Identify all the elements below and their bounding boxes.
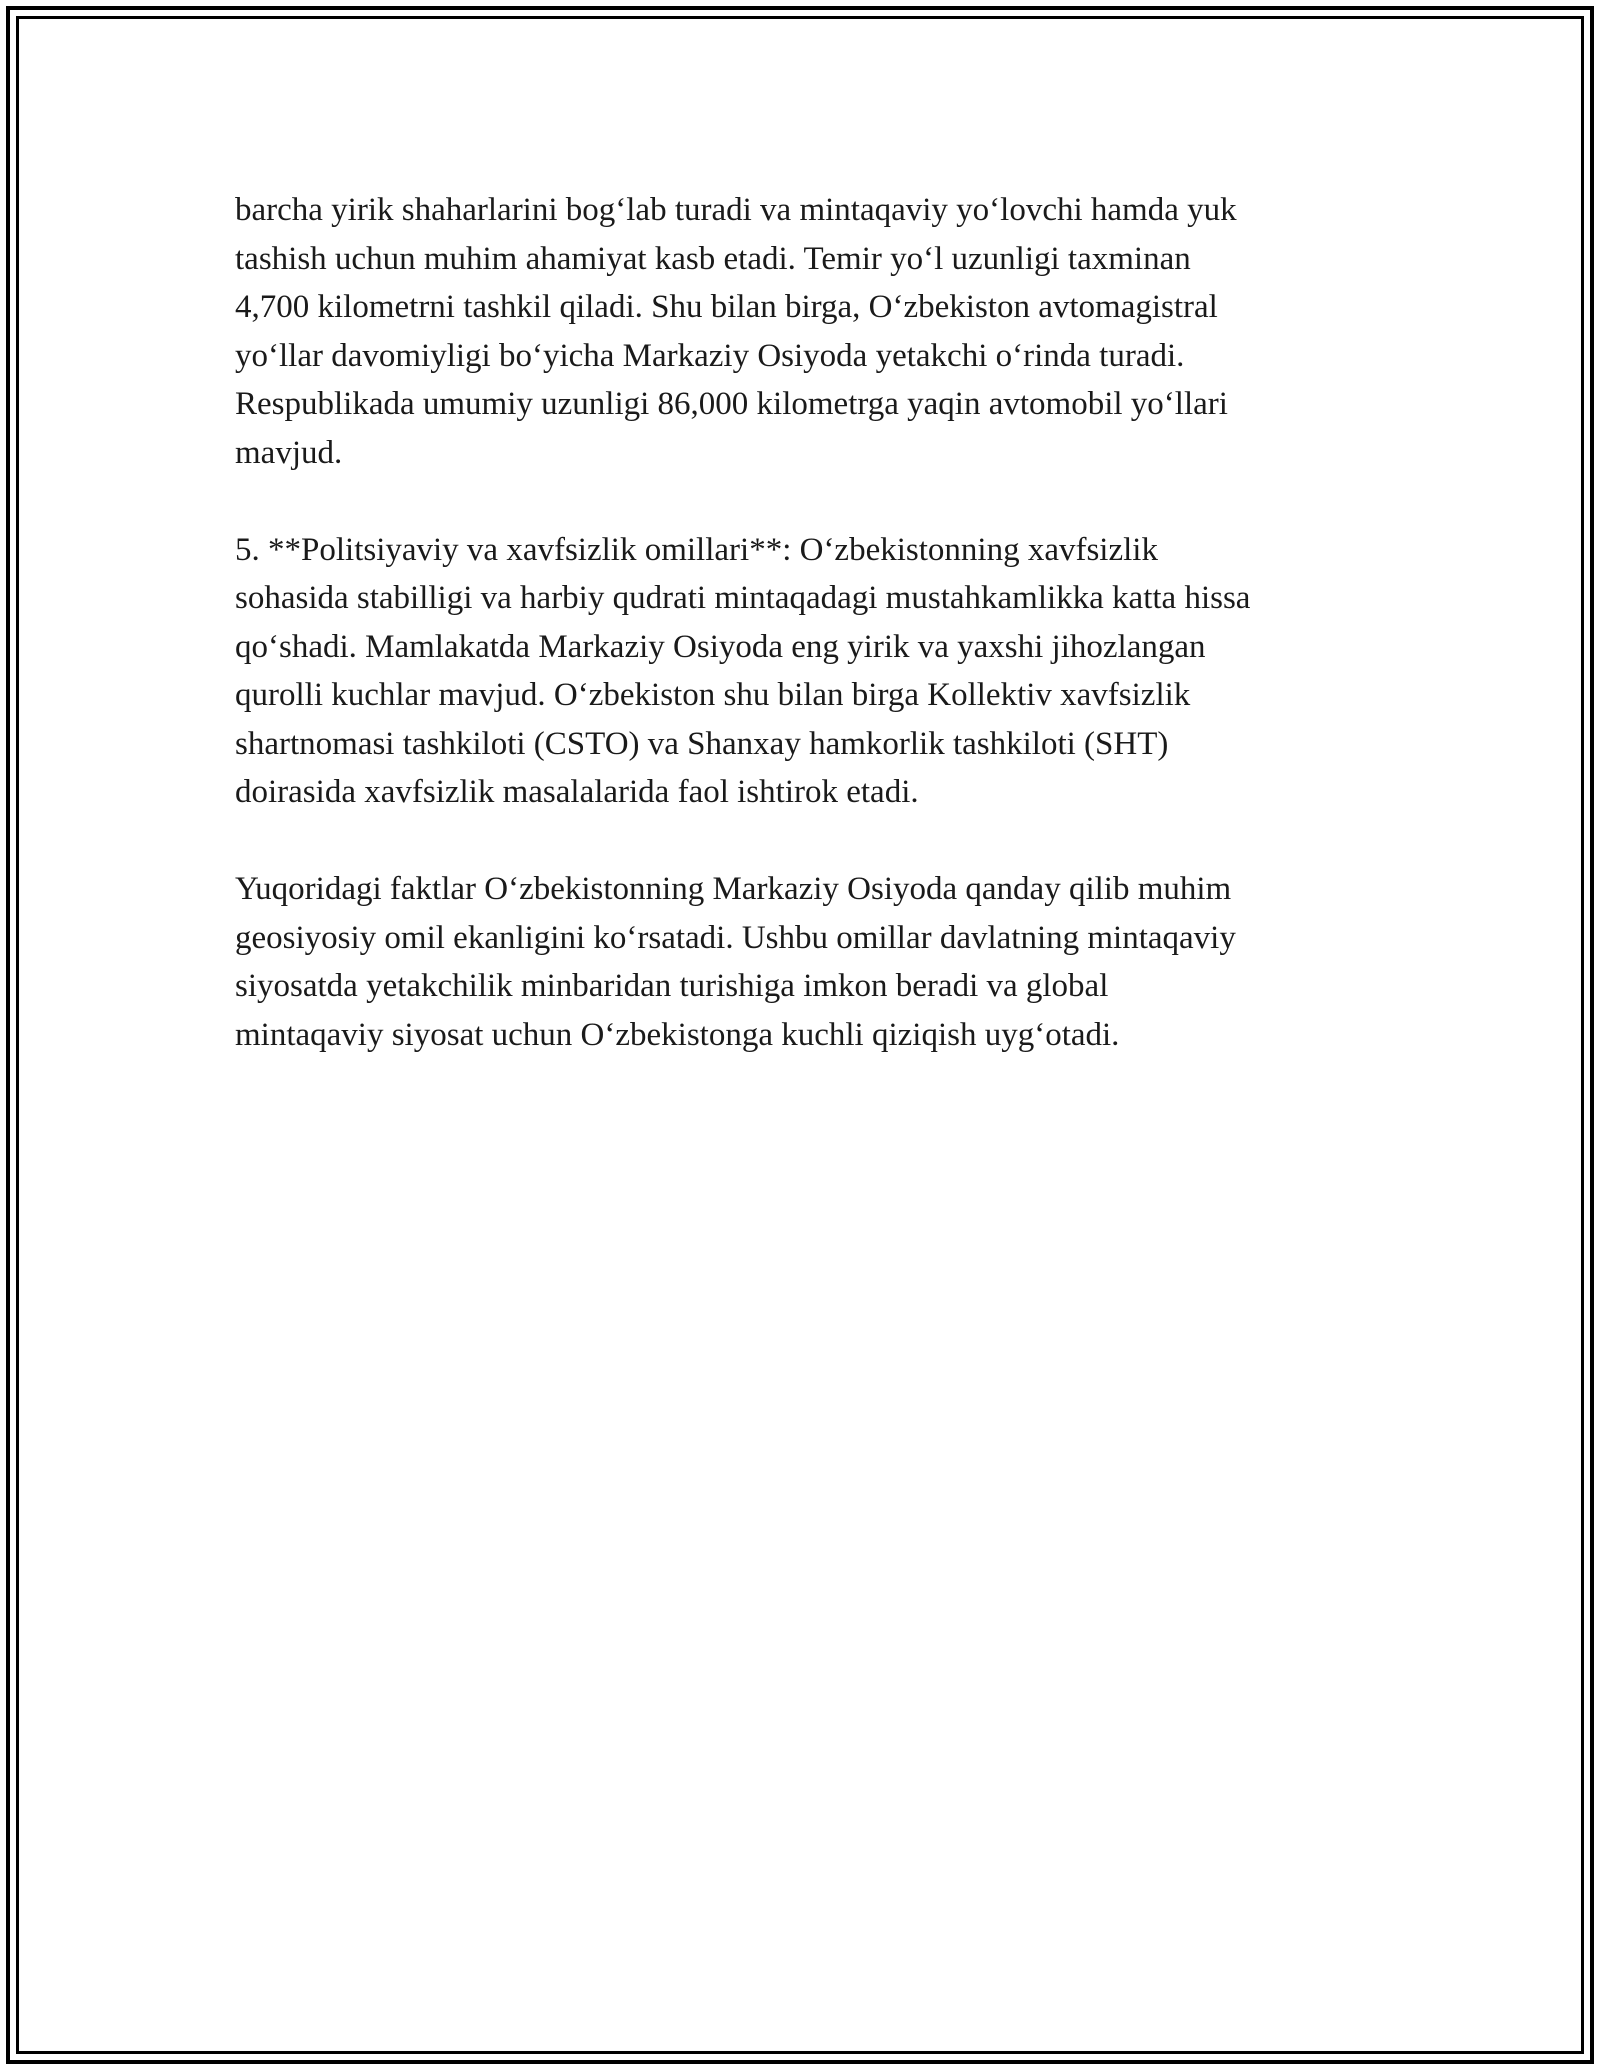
text-line: barcha yirik shaharlarini bog‘lab turadi va mintaqaviy yo‘lovchi hamda yuk	[235, 192, 1237, 228]
text-line: 4,700 kilometrni tashkil qiladi. Shu bilan birga, O‘zbekiston avtomagistral	[235, 289, 1218, 325]
paragraph-security	[235, 526, 1395, 817]
text-line: mavjud.	[235, 434, 343, 471]
text-line: 5. **Politsiyaviy va xavfsizlik omillari**: O‘zbekistonning xavfsizlik	[235, 531, 1158, 568]
paragraph-transport	[235, 186, 1395, 477]
text-line: tashish uchun muhim ahamiyat kasb etadi. Temir yo‘l uzunligi taxminan	[235, 240, 1191, 277]
text-line: doirasida xavfsizlik masalalarida faol ishtirok etadi.	[235, 774, 919, 810]
text-line: qurolli kuchlar mavjud. O‘zbekiston shu bilan birga Kollektiv xavfsizlik	[235, 677, 1191, 713]
text-line: siyosatda yetakchilik minbaridan turishiga imkon beradi va global	[235, 968, 1109, 1004]
paragraph-conclusion	[235, 865, 1395, 1059]
document-body	[235, 186, 1395, 1059]
text-line: qo‘shadi. Mamlakatda Markaziy Osiyoda eng yirik va yaxshi jihozlangan	[235, 628, 1206, 665]
text-line: Yuqoridagi faktlar O‘zbekistonning Markaziy Osiyoda qanday qilib muhim	[235, 871, 1232, 907]
text-line: geosiyosiy omil ekanligini ko‘rsatadi. Ushbu omillar davlatning mintaqaviy	[235, 919, 1236, 956]
text-line: sohasida stabilligi va harbiy qudrati mintaqadagi mustahkamlikka katta hissa	[235, 580, 1251, 616]
text-line: yo‘llar davomiyligi bo‘yicha Markaziy Osiyoda yetakchi o‘rinda turadi.	[235, 337, 1185, 374]
text-line: Respublikada umumiy uzunligi 86,000 kilometrga yaqin avtomobil yo‘llari	[235, 386, 1228, 422]
text-line: shartnomasi tashkiloti (CSTO) va Shanxay hamkorlik tashkiloti (SHT)	[235, 725, 1169, 762]
text-line: mintaqaviy siyosat uchun O‘zbekistonga kuchli qiziqish uyg‘otadi.	[235, 1016, 1120, 1053]
